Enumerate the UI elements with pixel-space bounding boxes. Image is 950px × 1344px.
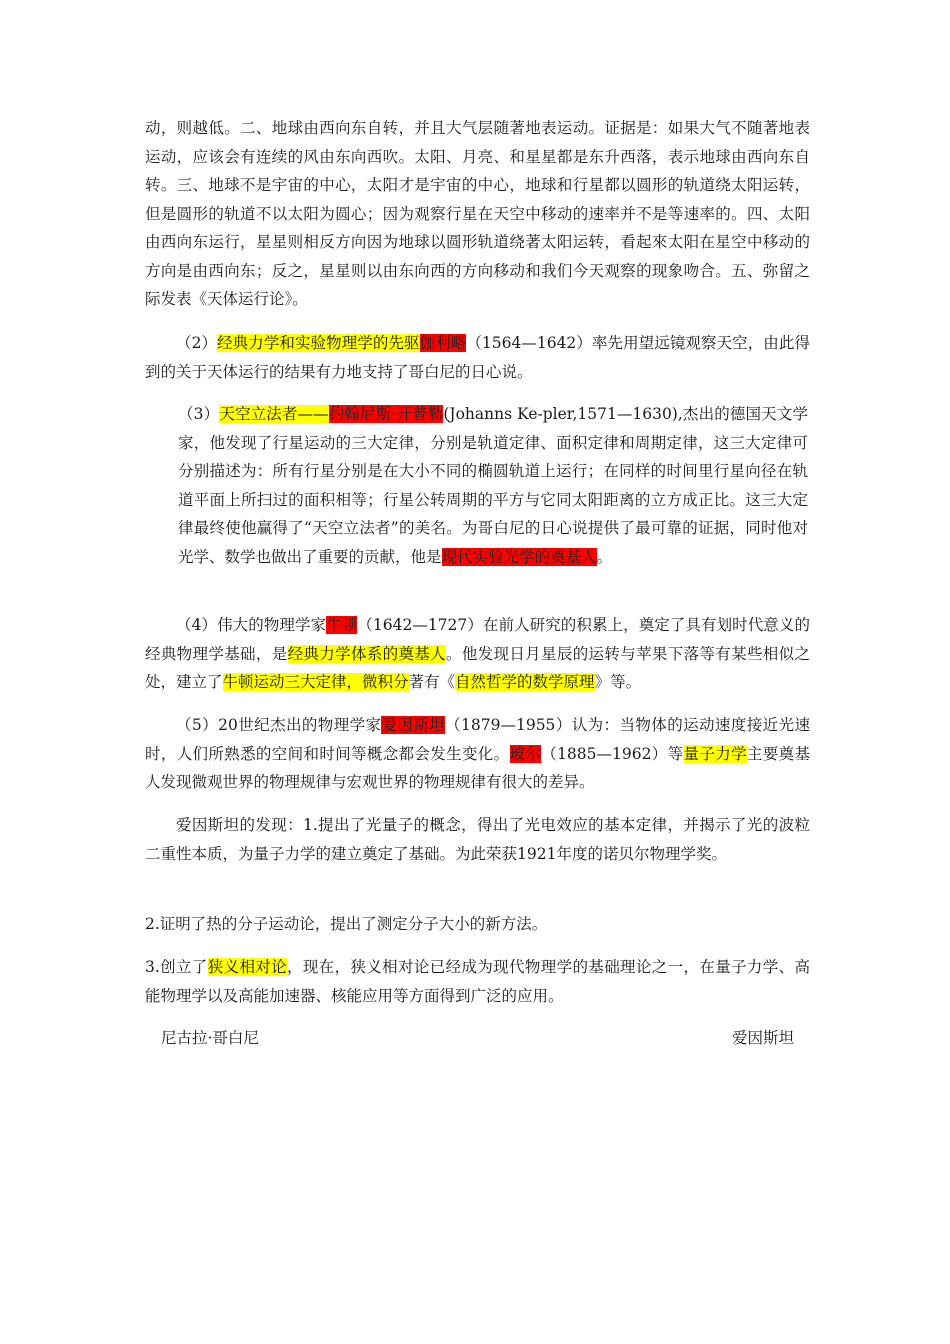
- text-run: （1879—1955）认为：当物体的运动速度接近光速时，人们所熟悉的空间和时间等概念都会发生变化。: [145, 716, 810, 763]
- text-run: 》等。: [594, 673, 642, 691]
- text-run: (Johanns Ke-pler,1571—1630),杰出的德国天文学家，他发现了行星运动的三大定律，分别是轨道定律、面积定律和周期定律，这三大定律可分别描述为：所有行星分别是在大小不同的椭圆轨道上运行；在同样的时间里行星向径在轨道平面上所扫过的面积相等；行星公转周期的平方与它同太阳距离的立方成正比。这三大定律最终使他赢得了“天空立法者”的美名。为哥白尼的日心说提供了最可靠的证据，同时他对光学、数学也做出了重要的贡献，他是: [178, 405, 808, 566]
- paragraph-copernicus-continued: 动，则越低。二、地球由西向东自转，并且大气层随著地表运动。证据是：如果大气不随著地表运动，应该会有连续的风由东向西吹。太阳、月亮、和星星都是东升西落，表示地球由西向东自转。三、地球不是宇宙的中心，太阳才是宇宙的中心，地球和行星都以圆形的轨道绕太阳运转，但是圆形的轨道不以太阳为圆心；因为观察行星在天空中移动的速率并不是等速率的。四、太阳由西向东运行，星星则相反方向因为地球以圆形轨道绕著太阳运转，看起來太阳在星空中移动的方向是由西向东；反之，星星则以由东向西的方向移动和我们今天观察的现象吻合。五、弥留之际发表《天体运行论》。: [145, 119, 810, 308]
- highlight-yellow: 天空立法者——: [219, 405, 329, 423]
- highlight-red: 现代实验光学的奠基人: [441, 547, 597, 566]
- caption-copernicus: 尼古拉·哥白尼: [161, 1029, 259, 1047]
- paragraph-galileo: [145, 329, 810, 386]
- highlight-yellow: 量子力学: [683, 744, 747, 763]
- paragraph-kepler: [178, 400, 808, 571]
- highlight-red-name: 爱因斯坦: [381, 716, 446, 734]
- text-run: 3.创立了: [145, 958, 208, 976]
- paragraph-einstein-discovery-2: 2.证明了热的分子运动论，提出了测定分子大小的新方法。: [145, 915, 548, 933]
- text-run: 主要奠基人发现微观世界的物理规律与宏观世界的物理规律有很大的差异。: [145, 744, 810, 791]
- highlight-yellow: 经典力学和实验物理学的先驱: [217, 334, 420, 352]
- text-run: 20世纪杰出的物理学家: [218, 716, 382, 734]
- highlight-yellow: 经典力学体系的奠基人: [287, 644, 446, 663]
- item-number: （5）: [176, 716, 219, 734]
- caption-einstein: 爱因斯坦: [732, 1029, 795, 1047]
- text-run: （1885—1962）等: [541, 744, 684, 763]
- highlight-yellow: 狭义相对论: [207, 958, 288, 976]
- item-number: （2）: [176, 334, 218, 352]
- paragraph-einstein: [145, 711, 810, 797]
- highlight-yellow: 自然哲学的数学原理: [455, 673, 595, 691]
- item-number: （3）: [178, 405, 220, 423]
- text-run: ，现在，狭义相对论已经成为现代物理学的基础理论之一，在量子力学、高能物理学以及高能加速器、核能应用等方面得到广泛的应用。: [145, 958, 810, 1005]
- text-run: 。他发现日月星辰的运转与苹果下落等有某些相似之处，建立了: [145, 644, 810, 691]
- text-run: 伟大的物理学家: [217, 616, 327, 634]
- highlight-red-name: 牛顿: [326, 616, 358, 634]
- item-number: （4）: [176, 616, 218, 634]
- paragraph-newton: [145, 611, 810, 697]
- text-run: 。: [596, 547, 613, 566]
- text-run: （1642—1727）在前人研究的积累上，奠定了具有划时代意义的经典物理学基础，是: [145, 616, 810, 663]
- text-run: （1564—1642）率先用望远镜观察天空，由此得到的关于天体运行的结果有力地支持了哥白尼的日心说。: [145, 334, 810, 381]
- highlight-yellow: 牛顿运动三大定律，微积分: [222, 673, 409, 691]
- highlight-red-name: 约翰尼斯·开普勒: [328, 405, 444, 423]
- highlight-red-name: 玻尔: [509, 744, 542, 763]
- text-run: 著有《: [408, 673, 456, 691]
- highlight-red-name: 伽利略: [419, 334, 467, 352]
- paragraph-einstein-discovery-3: [145, 953, 810, 1010]
- paragraph-einstein-discovery-1: 爱因斯坦的发现：1.提出了光量子的概念，得出了光电效应的基本定律，并揭示了光的波粒二重性本质，为量子力学的建立奠定了基础。为此荣获1921年度的诺贝尔物理学奖。: [145, 816, 810, 863]
